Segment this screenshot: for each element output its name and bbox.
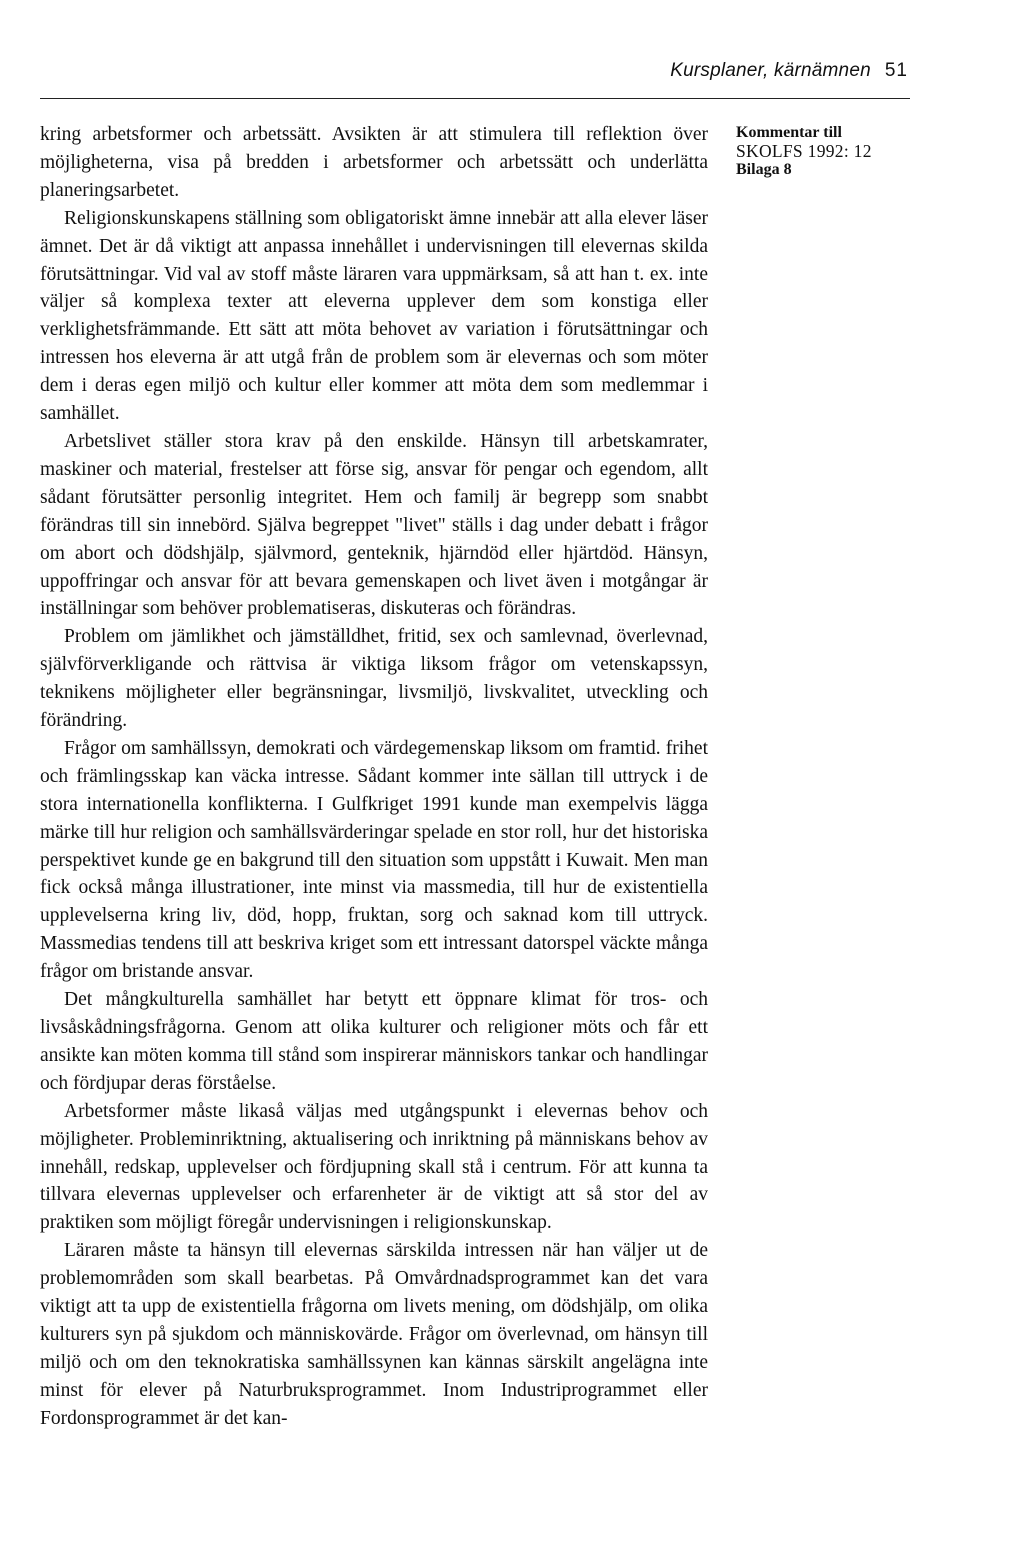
header-rule [40, 98, 910, 99]
paragraph-1: kring arbetsformer och arbetssätt. Avsikten är att stimulera till reflektion över möjligheterna, visa på bredden i arbetsformer och arbetssätt och underlätta planeringsarbetet. [40, 124, 708, 201]
paragraph-8: Läraren måste ta hänsyn till elevernas särskilda intressen när han väljer ut de problemområden som skall bearbetas. På Omvårdnadsprogrammet kan det vara viktigt att ta upp de existentiella frågorna om livets mening, om dödshjälp, om olika kulturers syn på sjukdom och människovärde. Frågor om överlevnad, om hänsyn till miljö och om den teknokratiska samhällssynen kan kännas särskilt angelägna inte minst för elever på Naturbruksprogrammet. Inom Industriprogrammet eller Fordonsprogrammet är det kan- [40, 1240, 708, 1429]
paragraph-2: Religionskunskapens ställning som obligatoriskt ämne innebär att alla elever läser ämnet. Det är då viktigt att anpassa innehållet i undervisningen till elevernas skilda förutsättningar. Vid val av stoff måste läraren vara uppmärksam, så att han t. ex. inte väljer så komplexa texter att eleverna upplever dem som konstiga eller verklighetsfrämmande. Ett sätt att möta behovet av variation i förutsättningar och intressen hos eleverna är att utgå från de problem som är elevernas och som möter dem i deras egen miljö och kultur eller kommer att möta dem som medlemmar i samhället. [40, 207, 708, 425]
paragraph-6: Det mångkulturella samhället har betytt ett öppnare klimat för tros- och livsåskådningsfrågorna. Genom att olika kulturer och religioner möts och får ett ansikte kan möten komma till stånd som inspirerar människors tankar och handlingar och fördjupar deras förståelse. [40, 989, 708, 1094]
page-number: 51 [884, 60, 908, 81]
paragraph-7: Arbetsformer måste likaså väljas med utgångspunkt i elevernas behov och möjligheter. Probleminriktning, aktualisering och inriktning på människans behov av innehåll, redskap, upplevelser och fördjupning skall stå i centrum. För att kunna ta tillvara elevernas upplevelser och erfarenheter är de viktigt att så stor del av praktiken som möjligt föregår undervisningen i religionskunskap. [40, 1100, 708, 1234]
margin-note-line-3: Bilaga 8 [736, 161, 792, 178]
paragraph-5: Frågor om samhällssyn, demokrati och värdegemenskap liksom om framtid. frihet och främlingsskap kan väcka intresse. Sådant kommer inte sällan till uttryck i de stora internationella konflikterna. I Gulfkriget 1991 kunde man exempelvis lägga märke till hur religion och samhällsvärderingar spelade en stor roll, hur det historiska perspektivet kunde ge en bakgrund till den situation som uppstått i Kuwait. Men man fick också många illustrationer, inte minst via massmedia, till hur de existentiella upplevelserna kring liv, död, hopp, fruktan, sorg och saknad kom till uttryck. Massmedias tendens till att beskriva kriget som ett intressant datorspel väckte många frågor om bristande ansvar. [40, 737, 708, 983]
body-text [40, 121, 708, 1433]
running-head-line [40, 60, 908, 82]
margin-note [736, 124, 916, 178]
margin-note-line-1: Kommentar till [736, 124, 842, 141]
running-title: Kursplaner, kärnämnen [670, 60, 871, 81]
margin-note-reference: SKOLFS 1992: 12 [736, 141, 872, 161]
paragraph-4: Problem om jämlikhet och jämställdhet, fritid, sex och samlevnad, överlevnad, självförverkligande och rättvisa är viktiga liksom frågor om vetenskapssyn, teknikens möjligheter eller begränsningar, livsmiljö, livskvalitet, utveckling och förändring. [40, 626, 708, 732]
paragraph-3: Arbetslivet ställer stora krav på den enskilde. Hänsyn till arbetskamrater, maskiner och material, frestelser att förse sig, ansvar för pengar och egendom, allt sådant förutsätter personlig integritet. Hem och familj är begrepp som snabbt förändras till sin innebörd. Själva begreppet "livet" ställs i dag under debatt i frågor om abort och dödshjälp, självmord, genteknik, hjärndöd eller hjärtdöd. Hänsyn, uppoffringar och ansvar för att bevara gemenskapen och livet även i motgångar är inställningar som behöver problematiseras, diskuteras och förändras. [40, 430, 708, 620]
